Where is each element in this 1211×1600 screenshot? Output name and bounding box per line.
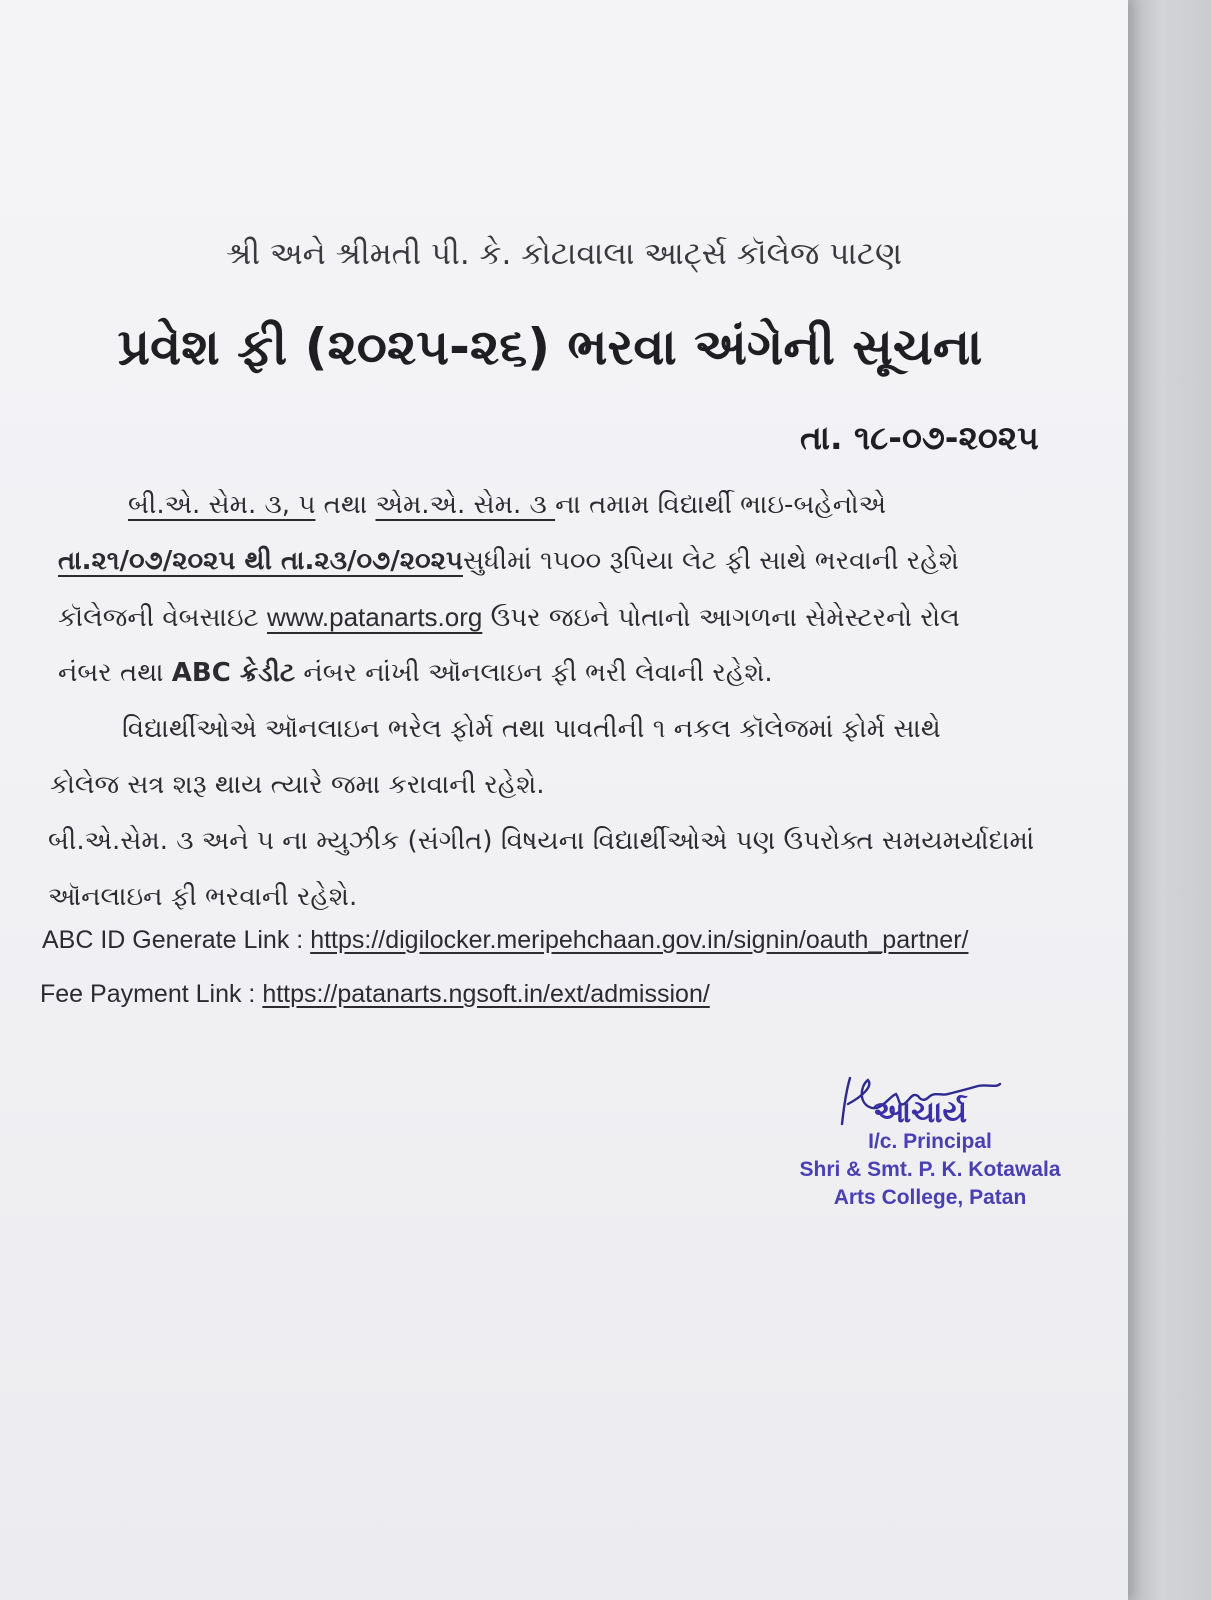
college-name: શ્રી અને શ્રીમતી પી. કે. કોટાવાલા આર્ટ્સ કૉલેજ પાટણ <box>225 236 902 272</box>
roll-text: ઉપર જઇને પોતાનો આગળના સેમેસ્ટરનો રોલ <box>482 603 960 633</box>
date-range-text: તા.૨૧/૦૭/૨૦૨૫ થી તા.૨૩/૦૭/૨૦૨૫ <box>58 546 463 576</box>
ba-sem-text: બી.એ. સેમ. ૩, ૫ <box>128 490 316 520</box>
notice-title: પ્રવેશ ફી (૨૦૨૫-૨૬) ભરવા અંગેની સૂચના <box>117 318 983 376</box>
body-line-3 <box>58 604 960 631</box>
stamp-college-line1: Shri & Smt. P. K. Kotawala <box>799 1158 1061 1181</box>
abc-id-link-row <box>42 926 968 955</box>
number-and-text: નંબર તથા <box>58 658 172 688</box>
online-fee-text: નંબર નાંખી ઑનલાઇન ફી ભરી લેવાની રહેશે. <box>295 658 773 688</box>
abc-credit-text: ABC ક્રેડીટ <box>171 658 296 688</box>
body-line-6: કોલેજ સત્ર શરૂ થાય ત્યારે જમા કરાવાની રહેશે. <box>50 770 545 800</box>
principal-stamp <box>780 1095 1080 1210</box>
fee-payment-link-row <box>40 980 710 1009</box>
fee-payment-label: Fee Payment Link : <box>40 980 263 1008</box>
notice-date: તા. ૧૮-૦૭-૨૦૨૫ <box>800 418 1039 457</box>
ma-sem-text: એમ.એ. સેમ. ૩ <box>375 490 556 520</box>
website-link[interactable]: www.patanarts.org <box>267 602 483 632</box>
paper-stack-edge <box>1128 0 1211 1600</box>
fee-payment-link[interactable]: https://patanarts.ngsoft.in/ext/admission/ <box>262 980 710 1008</box>
body-line-2 <box>58 548 959 574</box>
stamp-title: I/c. Principal <box>868 1130 992 1153</box>
body-line-5: વિદ્યાર્થીઓએ ઑનલાઇન ભરેલ ફોર્મ તથા પાવતીની ૧ નકલ કૉલેજમાં ફોર્મ સાથે <box>122 714 941 744</box>
late-fee-text: સુધીમાં ૧૫૦૦ રૂપિયા લેટ ફી સાથે ભરવાની રહેશે <box>462 546 959 576</box>
body-line-1 <box>128 492 886 518</box>
body-line-4 <box>58 660 773 686</box>
connector-text: તથા <box>315 490 376 520</box>
stamp-college-line2: Arts College, Patan <box>833 1186 1027 1209</box>
body-line-8: ઑનલાઇન ફી ભરવાની રહેશે. <box>48 882 358 912</box>
body-line-7: બી.એ.સેમ. ૩ અને ૫ ના મ્યુઝીક (સંગીત) વિષયના વિદ્યાર્થીઓએ પણ ઉપરોક્ત સમયમર્યાદામાં <box>48 826 1035 856</box>
acharya-text: આચાર્ય <box>872 1095 968 1130</box>
abc-id-link[interactable]: https://digilocker.meripehchaan.gov.in/signin/oauth_partner/ <box>310 926 969 954</box>
website-intro-text: કૉલેજની વેબસાઇટ <box>58 603 268 633</box>
students-text: ના તમામ વિદ્યાર્થી ભાઇ-બહેનોએ <box>555 490 887 520</box>
abc-id-label: ABC ID Generate Link : <box>42 926 311 954</box>
